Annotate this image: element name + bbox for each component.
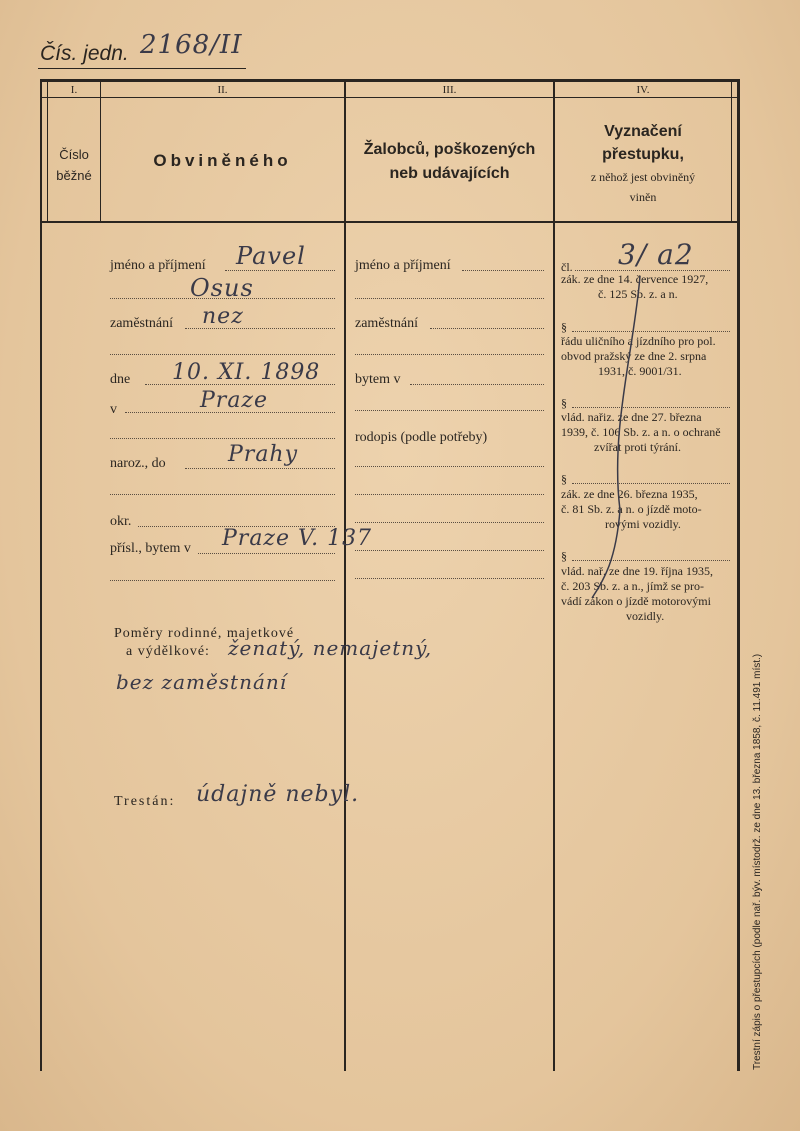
cis-jedn-underline <box>38 68 246 69</box>
plaintiff-descr-label: rodopis (podle potřeby) <box>355 430 488 445</box>
pen-stroke <box>590 270 650 610</box>
plaintiff-residence-line <box>410 384 544 385</box>
col3-title <box>346 138 553 186</box>
accused-name-line <box>225 270 335 271</box>
accused-convicted-label: Trestán: <box>114 794 176 809</box>
offense-law1-line2: č. 125 Sb. z. a n. <box>598 287 678 301</box>
col1-title <box>48 144 100 186</box>
accused-birth-date: 10. XI. 1898 <box>172 360 321 385</box>
col4-title-line4: viněn <box>629 190 657 204</box>
offense-clause-value: 3/ a2 <box>618 238 694 271</box>
header-row-divider <box>40 221 740 223</box>
accused-residence-label: přísl., bytem v <box>110 541 191 556</box>
accused-birth-place: Praze <box>200 388 269 413</box>
plaintiff-occupation-line-2 <box>355 354 544 355</box>
accused-name-label: jméno a příjmení <box>110 258 206 273</box>
offense-section-5: § <box>561 549 567 563</box>
accused-first-name: Pavel <box>236 242 306 270</box>
accused-date-label: dne <box>110 372 131 387</box>
cis-jedn-value: 2168/II <box>140 30 243 60</box>
offense-law1-line1: zák. ze dne 14. července 1927, <box>561 272 709 286</box>
plaintiff-descr-line <box>355 466 544 467</box>
offense-law5-line3: vádí zákon o jízdě motorovými <box>561 594 711 608</box>
offense-law5-line1: vlád. nař. ze dne 19. října 1935, <box>561 564 713 578</box>
offense-law2-line2: obvod pražský ze dne 2. srpna <box>561 349 707 363</box>
accused-domicile-label: naroz., do <box>110 456 166 471</box>
plaintiff-descr-line-2 <box>355 494 544 495</box>
col4-title-line3: z něhož jest obviněný <box>590 170 696 184</box>
plaintiff-descr-line-5 <box>355 578 544 579</box>
accused-convicted-value: údajně nebyl. <box>196 782 360 807</box>
offense-law3-line2: 1939, č. 106 Sb. z. a n. o ochraně <box>561 425 721 439</box>
accused-occupation: nez <box>202 304 244 329</box>
plaintiff-name-label: jméno a příjmení <box>355 258 451 273</box>
col-divider-4 <box>731 82 732 222</box>
col1-title-line2: běžné <box>56 168 92 183</box>
table-left-border <box>40 79 42 1071</box>
plaintiff-name-line <box>462 270 544 271</box>
col2-title: Obviněného <box>153 151 292 170</box>
accused-family-label-line2: a výdělkové: <box>126 644 210 659</box>
offense-law2-line3: 1931, č. 9001/31. <box>598 364 682 378</box>
offense-law5-line4: vozidly. <box>626 609 665 623</box>
accused-domicile-line-2 <box>110 494 335 495</box>
offense-law5-line2: č. 203 Sb. z. a n., jímž se pro- <box>561 579 704 593</box>
col3-title-line1: Žalobců, poškozených <box>363 141 536 158</box>
accused-occupation-label: zaměstnání <box>110 316 173 331</box>
col3-numeral: III. <box>442 84 457 96</box>
accused-residence: Praze V. 137 <box>222 526 373 551</box>
accused-family-label-line1: Poměry rodinné, majetkové <box>114 626 295 641</box>
col4-title-line1: Vyznačení <box>604 123 682 140</box>
plaintiff-residence-line-2 <box>355 410 544 411</box>
plaintiff-descr-line-4 <box>355 550 544 551</box>
offense-section-3: § <box>561 396 567 410</box>
table-right-border <box>737 79 740 1071</box>
cis-jedn-label: Čís. jedn. <box>40 42 129 65</box>
offense-law4-line3: rovými vozidly. <box>605 517 681 531</box>
plaintiff-descr-line-3 <box>355 522 544 523</box>
offense-section-2: § <box>561 320 567 334</box>
col2-numeral: II. <box>217 84 228 96</box>
accused-domicile-line <box>185 468 335 469</box>
col1-title-line1: Číslo <box>59 147 89 162</box>
accused-residence-line <box>198 553 335 554</box>
numeral-row-divider <box>40 97 740 98</box>
offense-law4-line2: č. 81 Sb. z. a n. o jízdě moto- <box>561 502 702 516</box>
side-print: Trestní zápis o přestupcích (podle nař. býv. místodrž. ze dne 13. března 1858, č. 11.491 míst.) <box>752 653 763 1070</box>
accused-residence-line-2 <box>110 580 335 581</box>
offense-clause-label: čl. <box>561 260 573 274</box>
col4-title-line2: přestupku, <box>602 146 684 163</box>
offense-law3-line1: vlád. nařiz. ze dne 27. března <box>561 410 702 424</box>
table-top-border <box>40 79 740 82</box>
plaintiff-occupation-line <box>430 328 544 329</box>
col3-title-line2: neb udávajících <box>389 165 510 182</box>
plaintiff-residence-label: bytem v <box>355 372 401 387</box>
accused-occupation-line-2 <box>110 354 335 355</box>
plaintiff-occupation-label: zaměstnání <box>355 316 418 331</box>
accused-place-line-2 <box>110 438 335 439</box>
col-divider-2 <box>344 82 346 1071</box>
accused-domicile: Prahy <box>228 442 299 467</box>
accused-surname: Osus <box>190 274 254 302</box>
offense-section-4: § <box>561 472 567 486</box>
accused-family-value-line1: ženatý, nemajetný, <box>228 636 433 660</box>
offense-law3-line3: zvířat proti týrání. <box>594 440 681 454</box>
plaintiff-name-line-2 <box>355 298 544 299</box>
col4-numeral: IV. <box>636 84 650 96</box>
accused-district-label: okr. <box>110 514 132 529</box>
accused-family-value-line2: bez zaměstnání <box>116 670 288 694</box>
offense-law2-line1: řádu uličního a jízdního pro pol. <box>561 334 716 348</box>
accused-place-label: v <box>110 402 117 417</box>
offense-law4-line1: zák. ze dne 26. března 1935, <box>561 487 698 501</box>
col1-numeral: I. <box>70 84 78 96</box>
col-divider-3 <box>553 82 555 1071</box>
col4-title <box>555 120 731 206</box>
